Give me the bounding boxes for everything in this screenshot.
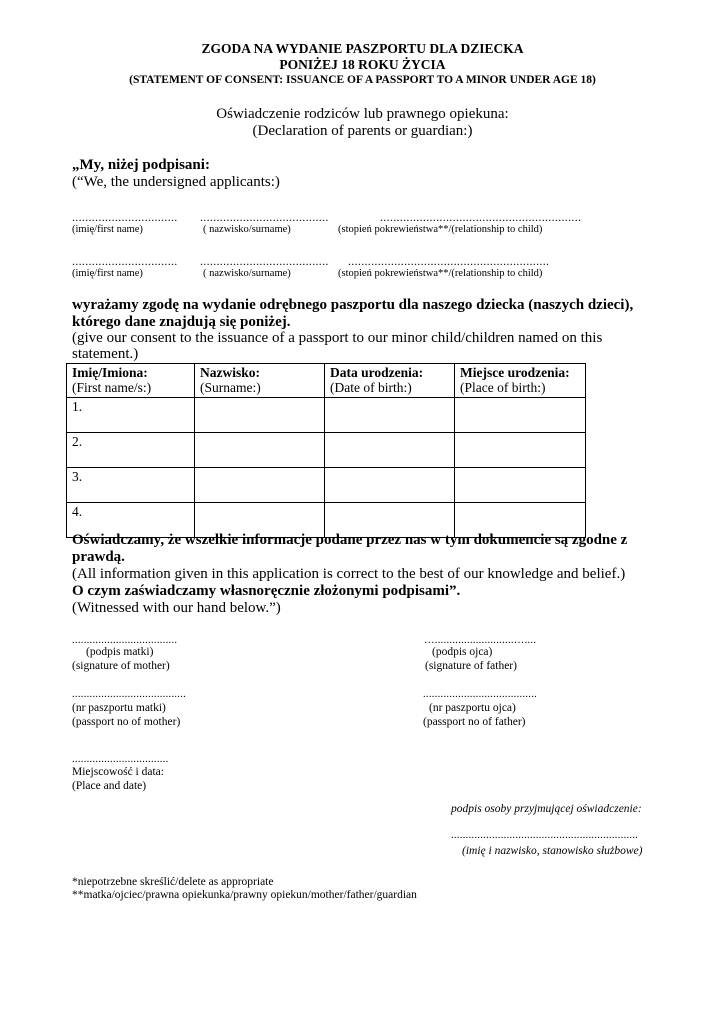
first-name-field-1[interactable]: ................................ <box>72 210 178 224</box>
footnote-delete-as-appropriate: *niepotrzebne skreślić/delete as appropriate <box>72 876 274 888</box>
header-date-of-birth: Data urodzenia: (Date of birth:) <box>325 364 455 398</box>
father-passport-label-en: (passport no of father) <box>423 716 526 728</box>
witness-english: (Witnessed with our hand below.”) <box>72 600 281 616</box>
title-line-3: (STATEMENT OF CONSENT: ISSUANCE OF A PASSPORT TO A MINOR UNDER AGE 18) <box>129 74 596 86</box>
row-number-cell[interactable]: 2. <box>67 433 195 468</box>
surname-cell[interactable] <box>195 433 325 468</box>
consent-line-2-polish: którego dane znajdują się poniżej. <box>72 314 291 330</box>
place-of-birth-cell[interactable] <box>455 468 586 503</box>
relationship-label-2: (stopień pokrewieństwa**/(relationship to child) <box>338 268 543 279</box>
surname-label-2: ( nazwisko/surname) <box>203 268 291 279</box>
children-table <box>66 363 586 538</box>
surname-label-1: ( nazwisko/surname) <box>203 224 291 235</box>
first-name-label-2: (imię/first name) <box>72 268 143 279</box>
consent-line-2-english: statement.) <box>72 346 139 362</box>
place-date-label-en: (Place and date) <box>72 780 147 792</box>
place-date-label-pl: Miejscowość i data: <box>72 766 164 778</box>
place-of-birth-cell[interactable] <box>455 398 586 433</box>
surname-cell[interactable] <box>195 468 325 503</box>
father-signature-field[interactable]: …...........................….... <box>424 635 537 646</box>
official-name-position-label: (imię i nazwisko, stanowisko służbowe) <box>462 845 643 857</box>
subtitle-polish: Oświadczenie rodziców lub prawnego opiekuna: <box>216 106 509 122</box>
table-row <box>67 433 586 468</box>
official-signature-field[interactable]: ................................................................ <box>451 830 639 841</box>
title-line-2: PONIŻEJ 18 ROKU ŻYCIA <box>279 57 446 72</box>
relationship-field-2[interactable]: ............................................................. <box>348 254 550 268</box>
date-of-birth-cell[interactable] <box>325 468 455 503</box>
mother-signature-field[interactable]: .................................... <box>72 635 178 646</box>
declaration-english: (All information given in this application is correct to the best of our knowledge and belief.) <box>72 566 626 582</box>
title-line-1: ZGODA NA WYDANIE PASZPORTU DLA DZIECKA <box>201 41 524 56</box>
header-first-name: Imię/Imiona: (First name/s:) <box>67 364 195 398</box>
subtitle-english: (Declaration of parents or guardian:) <box>252 123 473 139</box>
surname-field-1[interactable]: ....................................... <box>200 210 329 224</box>
official-signature-label: podpis osoby przyjmującej oświadczenie: <box>451 803 642 815</box>
father-signature-label-pl: (podpis ojca) <box>432 646 493 658</box>
row-number-cell[interactable]: 1. <box>67 398 195 433</box>
witness-polish: O czym zaświadczamy własnoręcznie złożonymi podpisami”. <box>72 583 461 599</box>
applicants-intro-polish: „My, niżej podpisani: <box>72 157 210 173</box>
mother-passport-label-en: (passport no of mother) <box>72 716 181 728</box>
place-date-field[interactable]: ................................. <box>72 754 169 765</box>
declaration-line-1-polish: Oświadczamy, że wszelkie informacje podane przez nas w tym dokumencie są zgodne z <box>72 532 628 548</box>
consent-line-1-english: (give our consent to the issuance of a passport to our minor child/children named on this <box>72 330 603 346</box>
relationship-label-1: (stopień pokrewieństwa**/(relationship to child) <box>338 224 543 235</box>
row-number-cell[interactable]: 3. <box>67 468 195 503</box>
mother-passport-label-pl: (nr paszportu matki) <box>72 702 166 714</box>
father-passport-field[interactable]: ....................................... <box>423 689 538 700</box>
father-signature-label-en: (signature of father) <box>425 660 517 672</box>
first-name-label-1: (imię/first name) <box>72 224 143 235</box>
surname-cell[interactable] <box>195 398 325 433</box>
relationship-field-1[interactable]: ............................................................. <box>380 210 582 224</box>
applicants-intro-english: (“We, the undersigned applicants:) <box>72 174 280 190</box>
mother-signature-label-en: (signature of mother) <box>72 660 170 672</box>
declaration-line-2-polish: prawdą. <box>72 549 125 565</box>
consent-line-1-polish: wyrażamy zgodę na wydanie odrębnego paszportu dla naszego dziecka (naszych dzieci), <box>72 297 634 313</box>
header-surname: Nazwisko: (Surname:) <box>195 364 325 398</box>
table-header-row <box>67 364 586 398</box>
surname-field-2[interactable]: ....................................... <box>200 254 329 268</box>
footnote-relationship-options: **matka/ojciec/prawna opiekunka/prawny opiekun/mother/father/guardian <box>72 889 417 901</box>
mother-signature-label-pl: (podpis matki) <box>86 646 154 658</box>
father-passport-label-pl: (nr paszportu ojca) <box>429 702 516 714</box>
table-row <box>67 468 586 503</box>
mother-passport-field[interactable]: ....................................... <box>72 689 187 700</box>
date-of-birth-cell[interactable] <box>325 398 455 433</box>
first-name-field-2[interactable]: ................................ <box>72 254 178 268</box>
place-of-birth-cell[interactable] <box>455 433 586 468</box>
row-number-cell[interactable]: 4. <box>67 503 195 538</box>
table-row <box>67 398 586 433</box>
date-of-birth-cell[interactable] <box>325 433 455 468</box>
header-place-of-birth: Miejsce urodzenia: (Place of birth:) <box>455 364 586 398</box>
